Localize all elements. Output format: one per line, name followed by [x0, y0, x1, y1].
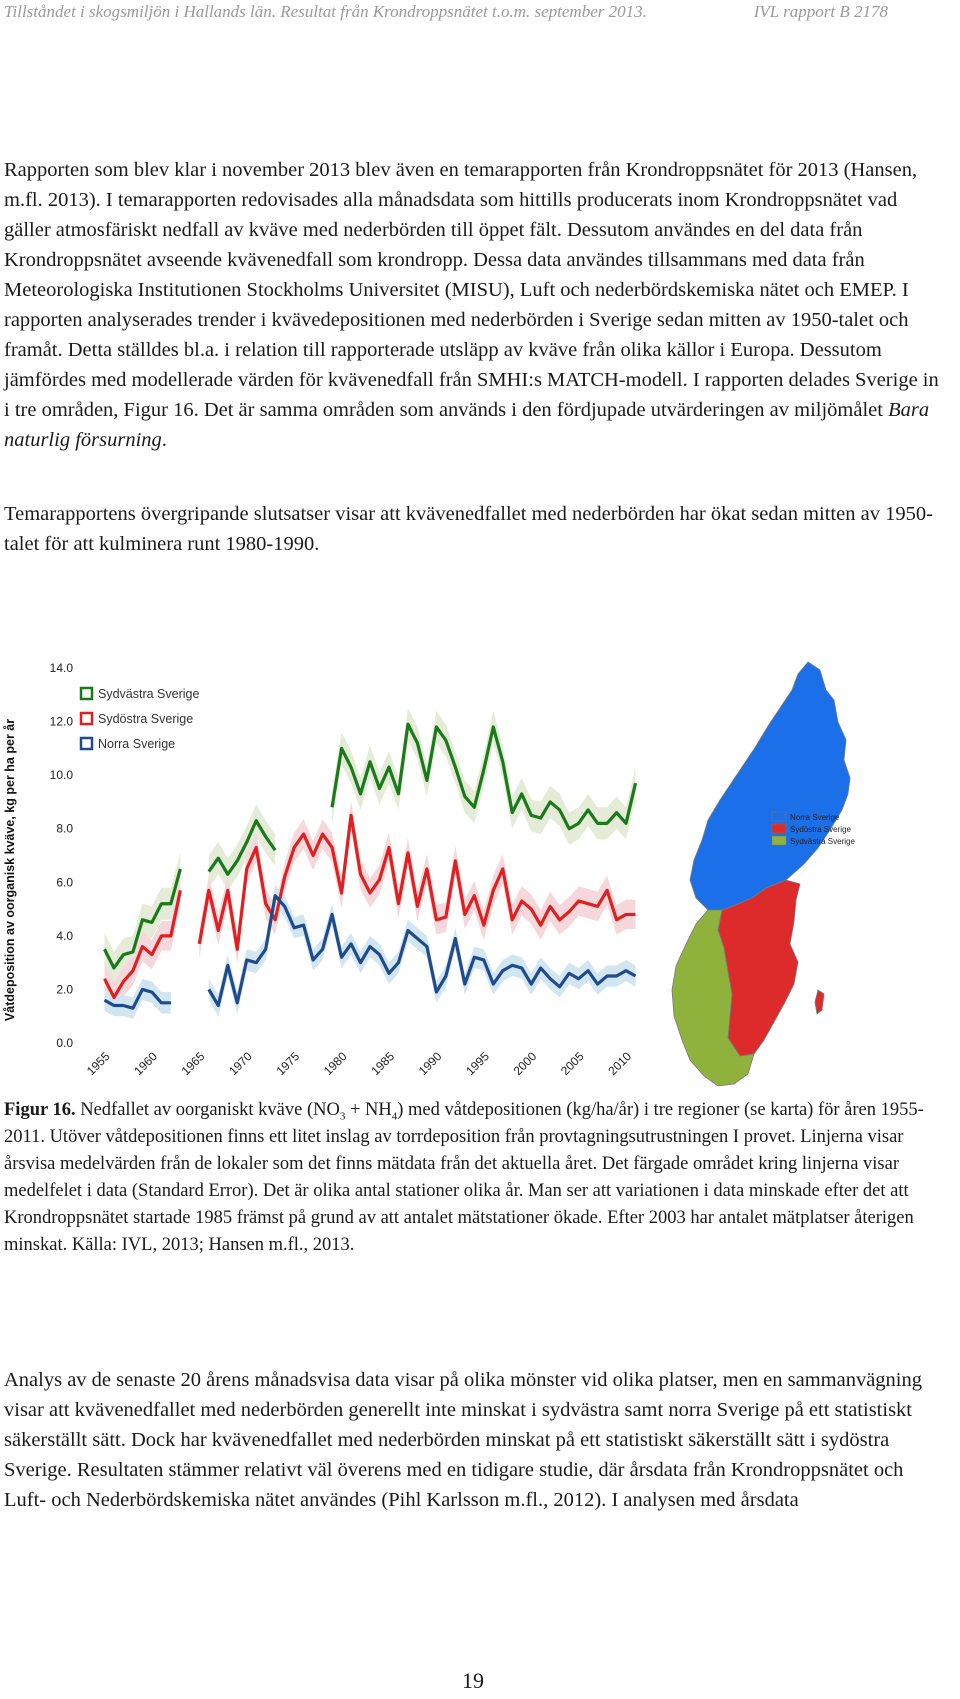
paragraph-1-text: Rapporten som blev klar i november 2013 blev även en temarapporten från Krondroppsnätet för 2013 (Hansen, m.fl. 2013). I temarapporten redovisades alla månadsdata som hittills producerats inom Krondroppsnätet vad gäller atmosfäriskt nedfall av kväve med nederbörden till öppet fält. Dessutom användes en del data från Krondroppsnätet avseende kvävenedfall som krondropp. Dessa data användes tillsammans med data från Meteorologiska Institutionen Stockholms Universitet (MISU), Luft och nederbördskemiska nätet och EMEP. I rapporten analyserades trender i kvävedepositionen med nederbörden i Sverige sedan mitten av 1950-talet och framåt. Detta ställdes bl.a. i relation till rapporterade utsläpp av kväve från olika källor i Europa. Dessutom jämfördes med modellerade värden för kvävenedfall från SMHI:s MATCH-modell. I rapporten delades Sverige in i tre områden, Figur 16. Det är samma områden som används i den fördjupade utvärderingen av miljömålet — [4, 159, 939, 421]
map-legend-swatch-north — [772, 812, 786, 821]
page-header-title: Tillståndet i skogsmiljön i Hallands län. Resultat från Krondroppsnätet t.o.m. september 2013. — [4, 2, 647, 21]
paragraph-3: Analys av de senaste 20 årens månadsvisa data visar på olika mönster vid olika platser, men en sammanvägning visar att kvävenedfallet med nederbörden generellt inte minskat i sydvästra samt norra Sverige på ett statistiskt säkerställt sätt. Dock har kvävenedfallet med nederbörden minskat på ett statistiskt säkerställt sätt i sydöstra Sverige. Resultaten stämmer relativt väl överens med en tidigare studie, där årsdata från Krondroppsnätet och Luft- och Nederbördskemiska nätet användes (Pihl Karlsson m.fl., 2012). I analysen med årsdata — [4, 1369, 923, 1511]
y-tick-label: 8.0 — [56, 821, 73, 836]
x-tick-label: 2000 — [510, 1049, 540, 1079]
map-legend-label-southeast: Sydöstra Sverige — [790, 825, 851, 834]
map-legend — [772, 812, 855, 846]
map-legend-label-southwest: Sydvästra Sverige — [790, 837, 855, 846]
x-tick-label: 1985 — [368, 1049, 398, 1079]
y-tick-label: 4.0 — [56, 928, 73, 943]
x-tick-label: 1960 — [131, 1049, 161, 1079]
y-tick-label: 12.0 — [49, 714, 73, 729]
y-tick-label: 14.0 — [49, 661, 73, 675]
x-tick-label: 1965 — [178, 1049, 208, 1079]
x-tick-label: 1970 — [226, 1049, 255, 1079]
sweden-region-map — [668, 660, 888, 1090]
legend-label: Sydöstra Sverige — [98, 712, 194, 726]
caption-part-3: ) med våtdepositionen (kg/ha/år) i tre regioner (se karta) för åren 1955-2011. Utöver våtdepositionen finns ett litet inslag av torrdeposition från provtagningsutrustningen I provet. Linjerna visar årsvisa medelvärden från de lokaler som det finns mätdata från det aktuella året. Det färgade området kring linjerna visar medelfelet i data (Standard Error). Det är olika antal stationer olika år. Man ser att variationen i data minskade efter det att Krondroppsnätet startade 1985 främst på grund av att antalet mätstationer ökade. Efter 2003 har antalet mätplatser återigen minskat. Källa: IVL, 2013; Hansen m.fl., 2013. — [4, 1100, 924, 1255]
legend-swatch — [81, 713, 92, 724]
y-tick-label: 0.0 — [56, 1036, 73, 1050]
paragraph-1-end: . — [161, 429, 167, 451]
legend-label: Sydvästra Sverige — [98, 687, 200, 701]
x-tick-label: 1990 — [415, 1049, 445, 1079]
page-header-report-id: IVL rapport B 2178 — [753, 2, 888, 21]
x-tick-label: 1995 — [463, 1049, 492, 1079]
x-tick-label: 1975 — [273, 1049, 303, 1079]
map-legend-label-north: Norra Sverige — [790, 813, 840, 822]
caption-part-1: Nedfallet av oorganiskt kväve (NO — [75, 1100, 340, 1120]
series-error-band — [332, 708, 635, 845]
caption-sub-2: 4 — [391, 1110, 398, 1123]
map-region-north — [690, 662, 850, 910]
x-tick-label: 1955 — [83, 1049, 113, 1079]
legend-swatch — [81, 688, 92, 699]
x-tick-label: 1980 — [320, 1049, 350, 1079]
series-error-band — [209, 805, 275, 891]
y-axis-label: Våtdeposition av oorganisk kväve, kg per ha per år — [3, 718, 17, 1022]
figure-caption-label: Figur 16. — [4, 1100, 76, 1120]
y-tick-label: 10.0 — [49, 768, 73, 783]
map-legend-swatch-southwest — [772, 836, 786, 845]
legend-swatch — [81, 738, 92, 749]
gotland-island — [815, 990, 824, 1014]
paragraph-2: Temarapportens övergripande slutsatser visar att kvävenedfallet med nederbörden har ökat sedan mitten av 1950-talet för att kulminera runt 1980-1990. — [4, 503, 933, 555]
legend-label: Norra Sverige — [98, 737, 176, 751]
page-number: 19 — [462, 1668, 484, 1693]
paragraph-1 — [4, 155, 944, 455]
figure-caption — [4, 1097, 954, 1259]
y-tick-label: 6.0 — [56, 875, 73, 890]
caption-sub-1: 3 — [339, 1110, 346, 1123]
x-tick-label: 2010 — [605, 1049, 635, 1079]
nitrogen-deposition-chart — [0, 638, 650, 1088]
x-tick-label: 2005 — [557, 1049, 587, 1079]
map-legend-swatch-southeast — [772, 824, 786, 833]
caption-part-2: + NH — [345, 1100, 392, 1120]
paragraph-1-italic: Bara naturlig försurning — [4, 399, 930, 451]
y-tick-label: 2.0 — [56, 982, 73, 997]
y-axis-title — [3, 719, 17, 1021]
